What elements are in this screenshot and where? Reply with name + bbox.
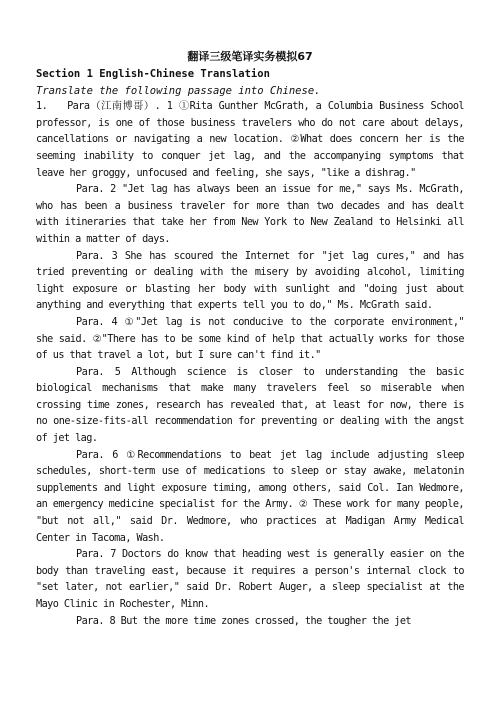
instruction-text: Translate the following passage into Chinese. (36, 84, 321, 97)
paragraph-2: Para. 2 "Jet lag has always been an issue for me," says Ms. McGrath, who has been a business traveler for more than two decades and has dealt with itineraries that take her from New York to New Zealand to Helsinki all within a matter of days. (36, 184, 464, 245)
passage-body (36, 99, 464, 630)
paragraph-1: 1. Para（江南博哥）. 1 ①Rita Gunther McGrath, a Columbia Business School professor, is one of those business travelers who do not care about delays, cancellations or navigating a new location. ②What does concern her is the seeming inability to conquer jet lag, and the accompanying symptoms that leave her groggy, unfocused and feeling, she says, "like a dishrag." (36, 101, 464, 179)
paragraph-7: Para. 7 Doctors do know that heading west is generally easier on the body than traveling east, because it requires a person's internal clock to "set later, not earlier," said Dr. Robert Auger, a sleep specialist at the Mayo Clinic in Rochester, Minn. (36, 549, 464, 610)
document-title: 翻译三级笔译实务模拟67 (187, 50, 313, 63)
paragraph-6: Para. 6 ①Recommendations to beat jet lag include adjusting sleep schedules, short-term use of medications to sleep or stay awake, melatonin supplements and light exposure timing, among others, said Col. Ian Wedmore, an emergency medicine specialist for the Army. ② These work for many people, "but not all," said Dr. Wedmore, who practices at Madigan Army Medical Center in Tacoma, Wash. (36, 449, 464, 544)
paragraph-4: Para. 4 ①"Jet lag is not conducive to the corporate environment," she said. ②"There has to be some kind of help that actually works for those of us that travel a lot, but I sure can't find it." (36, 316, 464, 362)
paragraph-5: Para. 5 Although science is closer to understanding the basic biological mechanisms that make many travelers feel so miserable when crossing time zones, research has revealed that, at least for now, there is no one-size-fits-all recommendation for preventing or dealing with the angst of jet lag. (36, 366, 464, 445)
paragraph-3: Para. 3 She has scoured the Internet for "jet lag cures," and has tried preventing or dealing with the misery by avoiding alcohol, limiting light exposure or blasting her body with sunlight and "doing just about anything and everything that experts tell you to do," Ms. McGrath said. (36, 250, 464, 312)
paragraph-8: Para. 8 But the more time zones crossed, the tougher the jet (76, 615, 412, 627)
section-heading: Section 1 English-Chinese Translation (36, 68, 270, 80)
